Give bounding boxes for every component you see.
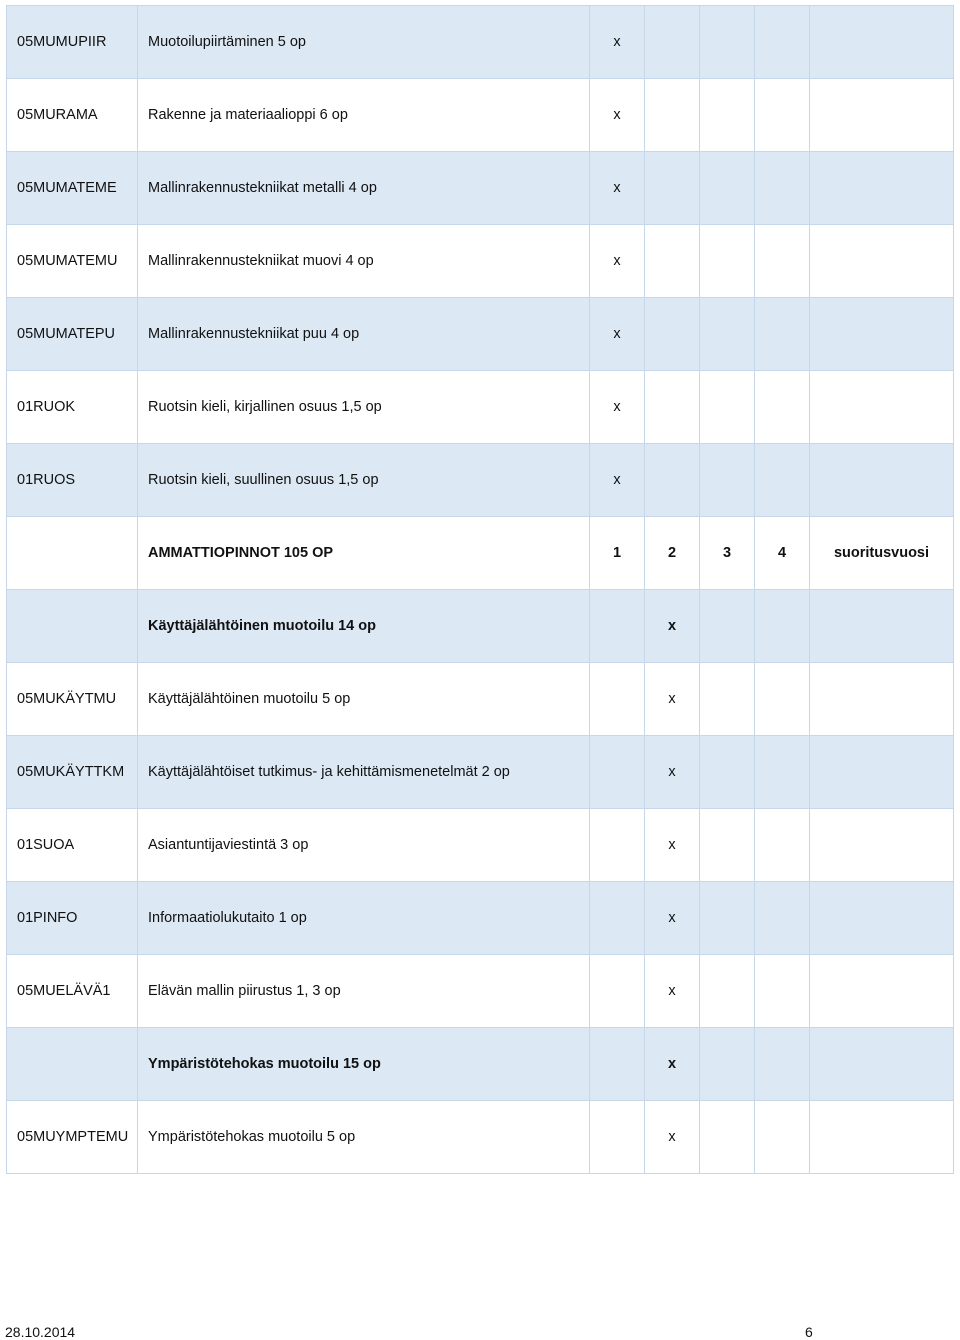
table-row [7, 736, 954, 809]
year-4-mark [755, 590, 810, 663]
year-3-mark [700, 152, 755, 225]
year-1-mark [590, 1101, 645, 1174]
year-3-mark [700, 736, 755, 809]
course-name: Informaatiolukutaito 1 op [138, 882, 590, 955]
course-name: Mallinrakennustekniikat muovi 4 op [138, 225, 590, 298]
course-code: 01SUOA [7, 809, 138, 882]
table-body [7, 6, 954, 1174]
course-code: 05MUMATEME [7, 152, 138, 225]
year-1-mark: x [590, 371, 645, 444]
year-2-mark [645, 152, 700, 225]
course-name: Muotoilupiirtäminen 5 op [138, 6, 590, 79]
study-plan-table [6, 5, 954, 1174]
year-2-mark: x [645, 1101, 700, 1174]
year-3-mark [700, 590, 755, 663]
year-1-mark: x [590, 152, 645, 225]
completion-year [810, 371, 954, 444]
year-4-mark [755, 809, 810, 882]
year-4-mark [755, 736, 810, 809]
year-2-mark [645, 298, 700, 371]
year-1-mark: x [590, 79, 645, 152]
year-1-mark [590, 663, 645, 736]
table-row [7, 882, 954, 955]
completion-year [810, 6, 954, 79]
year-3-mark [700, 79, 755, 152]
footer-date: 28.10.2014 [5, 1324, 76, 1340]
year-3-mark [700, 298, 755, 371]
year-4-mark: 4 [755, 517, 810, 590]
year-2-mark: x [645, 955, 700, 1028]
course-code [7, 590, 138, 663]
table-row [7, 1101, 954, 1174]
year-2-mark: x [645, 663, 700, 736]
year-2-mark [645, 444, 700, 517]
course-name: Käyttäjälähtöiset tutkimus- ja kehittämismenetelmät 2 op [138, 736, 590, 809]
completion-year [810, 955, 954, 1028]
course-name: AMMATTIOPINNOT 105 OP [138, 517, 590, 590]
course-name: Ympäristötehokas muotoilu 15 op [138, 1028, 590, 1101]
year-3-mark [700, 882, 755, 955]
year-2-mark: x [645, 736, 700, 809]
year-2-mark [645, 371, 700, 444]
course-code: 05MUYMPTEMU [7, 1101, 138, 1174]
year-4-mark [755, 79, 810, 152]
year-2-mark [645, 79, 700, 152]
table-row [7, 663, 954, 736]
completion-year [810, 663, 954, 736]
course-code: 05MURAMA [7, 79, 138, 152]
year-3-mark [700, 955, 755, 1028]
year-1-mark: x [590, 225, 645, 298]
year-1-mark: 1 [590, 517, 645, 590]
year-2-mark [645, 6, 700, 79]
course-name: Mallinrakennustekniikat puu 4 op [138, 298, 590, 371]
year-4-mark [755, 152, 810, 225]
table-row [7, 444, 954, 517]
table-row [7, 79, 954, 152]
table-row [7, 517, 954, 590]
course-name: Käyttäjälähtöinen muotoilu 5 op [138, 663, 590, 736]
course-code: 01PINFO [7, 882, 138, 955]
course-name: Asiantuntijaviestintä 3 op [138, 809, 590, 882]
course-code: 05MUKÄYTMU [7, 663, 138, 736]
completion-year [810, 809, 954, 882]
course-code: 01RUOS [7, 444, 138, 517]
course-name: Käyttäjälähtöinen muotoilu 14 op [138, 590, 590, 663]
completion-year [810, 882, 954, 955]
table-row [7, 225, 954, 298]
year-3-mark: 3 [700, 517, 755, 590]
completion-year [810, 1101, 954, 1174]
year-4-mark [755, 6, 810, 79]
table-row [7, 809, 954, 882]
year-4-mark [755, 371, 810, 444]
table-row [7, 590, 954, 663]
course-code: 05MUELÄVÄ1 [7, 955, 138, 1028]
completion-year [810, 736, 954, 809]
completion-year [810, 225, 954, 298]
year-1-mark [590, 809, 645, 882]
year-3-mark [700, 1028, 755, 1101]
table-row [7, 955, 954, 1028]
year-3-mark [700, 663, 755, 736]
year-1-mark [590, 882, 645, 955]
course-code [7, 517, 138, 590]
course-name: Ympäristötehokas muotoilu 5 op [138, 1101, 590, 1174]
course-name: Rakenne ja materiaalioppi 6 op [138, 79, 590, 152]
year-1-mark: x [590, 444, 645, 517]
year-2-mark: 2 [645, 517, 700, 590]
year-4-mark [755, 1101, 810, 1174]
year-1-mark [590, 590, 645, 663]
completion-year: suoritusvuosi [810, 517, 954, 590]
completion-year [810, 79, 954, 152]
table-row [7, 298, 954, 371]
year-2-mark: x [645, 1028, 700, 1101]
year-4-mark [755, 1028, 810, 1101]
page-number: 6 [805, 1324, 813, 1340]
course-code: 05MUMATEMU [7, 225, 138, 298]
course-name: Mallinrakennustekniikat metalli 4 op [138, 152, 590, 225]
completion-year [810, 590, 954, 663]
year-1-mark: x [590, 298, 645, 371]
table-row [7, 371, 954, 444]
year-4-mark [755, 663, 810, 736]
course-code: 05MUMUPIIR [7, 6, 138, 79]
year-4-mark [755, 444, 810, 517]
completion-year [810, 298, 954, 371]
course-name: Elävän mallin piirustus 1, 3 op [138, 955, 590, 1028]
year-3-mark [700, 371, 755, 444]
year-3-mark [700, 444, 755, 517]
table-row [7, 152, 954, 225]
table-row [7, 6, 954, 79]
completion-year [810, 152, 954, 225]
year-1-mark [590, 1028, 645, 1101]
course-name: Ruotsin kieli, kirjallinen osuus 1,5 op [138, 371, 590, 444]
year-3-mark [700, 225, 755, 298]
year-3-mark [700, 809, 755, 882]
year-3-mark [700, 1101, 755, 1174]
year-2-mark: x [645, 882, 700, 955]
year-1-mark: x [590, 6, 645, 79]
year-1-mark [590, 736, 645, 809]
course-code [7, 1028, 138, 1101]
year-4-mark [755, 298, 810, 371]
course-code: 05MUKÄYTTKM [7, 736, 138, 809]
year-2-mark [645, 225, 700, 298]
completion-year [810, 444, 954, 517]
course-code: 01RUOK [7, 371, 138, 444]
year-4-mark [755, 225, 810, 298]
year-2-mark: x [645, 809, 700, 882]
completion-year [810, 1028, 954, 1101]
course-code: 05MUMATEPU [7, 298, 138, 371]
year-4-mark [755, 882, 810, 955]
year-3-mark [700, 6, 755, 79]
year-4-mark [755, 955, 810, 1028]
year-2-mark: x [645, 590, 700, 663]
year-1-mark [590, 955, 645, 1028]
table-row [7, 1028, 954, 1101]
course-name: Ruotsin kieli, suullinen osuus 1,5 op [138, 444, 590, 517]
